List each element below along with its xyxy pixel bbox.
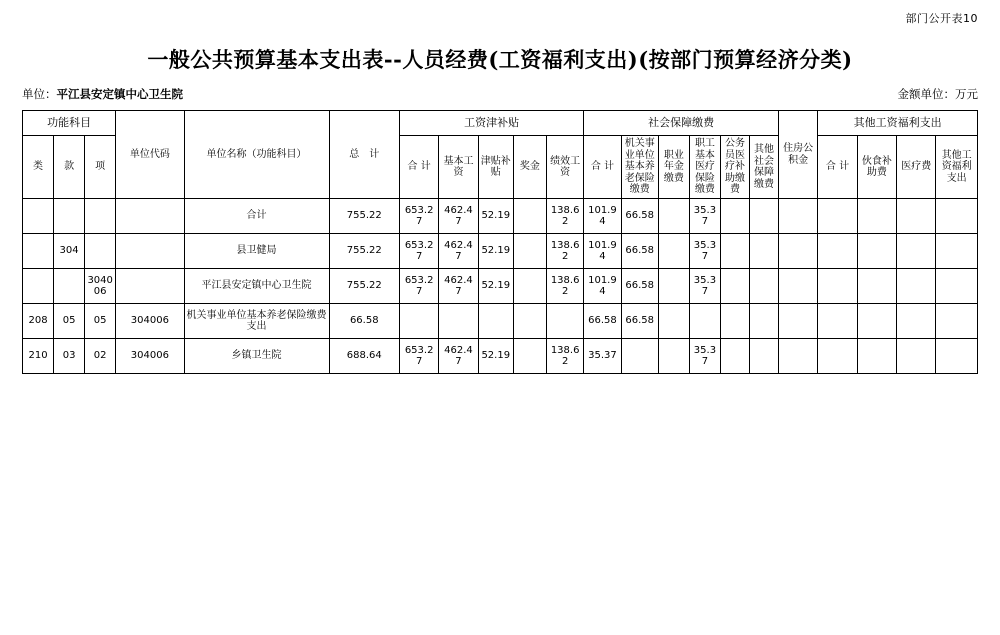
cell-salary-total: 653.27 bbox=[399, 199, 438, 234]
cell-bonus bbox=[513, 234, 546, 269]
cell-other-welfare bbox=[936, 339, 978, 374]
unit-label: 单位： bbox=[22, 87, 57, 101]
cell-medical: 35.37 bbox=[689, 199, 720, 234]
cell-occupational-annuity bbox=[658, 199, 689, 234]
cell-other-social bbox=[749, 269, 778, 304]
cell-salary-total: 653.27 bbox=[399, 269, 438, 304]
cell-medical: 35.37 bbox=[689, 234, 720, 269]
cell-pension: 66.58 bbox=[621, 269, 658, 304]
cell-social-total: 101.94 bbox=[584, 269, 621, 304]
cell-bonus bbox=[513, 269, 546, 304]
header-kuan: 款 bbox=[54, 136, 85, 199]
cell-unit-name: 机关事业单位基本养老保险缴费支出 bbox=[184, 304, 329, 339]
cell-bonus bbox=[513, 199, 546, 234]
cell-meal-subsidy bbox=[857, 304, 896, 339]
cell-performance-salary: 138.62 bbox=[547, 234, 584, 269]
cell-performance-salary: 138.62 bbox=[547, 339, 584, 374]
cell-other-total bbox=[818, 234, 857, 269]
cell-total: 755.22 bbox=[329, 234, 399, 269]
header-civil-medical-subsidy: 公务员医疗补助缴费 bbox=[720, 136, 749, 199]
cell-lei: 210 bbox=[23, 339, 54, 374]
cell-unit-name: 平江县安定镇中心卫生院 bbox=[184, 269, 329, 304]
cell-other-welfare bbox=[936, 199, 978, 234]
cell-medical bbox=[689, 304, 720, 339]
cell-kuan: 304 bbox=[54, 234, 85, 269]
cell-meal-subsidy bbox=[857, 234, 896, 269]
header-performance-salary: 绩效工资 bbox=[547, 136, 584, 199]
cell-kuan bbox=[54, 269, 85, 304]
header-medical-fee: 医疗费 bbox=[897, 136, 936, 199]
cell-performance-salary: 138.62 bbox=[547, 269, 584, 304]
cell-base-salary bbox=[439, 304, 478, 339]
cell-civil-medical-subsidy bbox=[720, 304, 749, 339]
cell-civil-medical-subsidy bbox=[720, 199, 749, 234]
table-row bbox=[23, 304, 978, 339]
header-salary-group: 工资津补贴 bbox=[399, 111, 583, 136]
cell-meal-subsidy bbox=[857, 269, 896, 304]
cell-salary-total bbox=[399, 304, 438, 339]
cell-social-total: 101.94 bbox=[584, 234, 621, 269]
unit-name: 平江县安定镇中心卫生院 bbox=[56, 87, 183, 101]
header-salary-total: 合 计 bbox=[399, 136, 438, 199]
cell-base-salary: 462.47 bbox=[439, 269, 478, 304]
cell-medical-fee bbox=[897, 339, 936, 374]
header-other-social: 其他社会保障缴费 bbox=[749, 136, 778, 199]
header-other-welfare: 其他工资福利支出 bbox=[936, 136, 978, 199]
cell-civil-medical-subsidy bbox=[720, 269, 749, 304]
cell-performance-salary: 138.62 bbox=[547, 199, 584, 234]
cell-civil-medical-subsidy bbox=[720, 339, 749, 374]
cell-occupational-annuity bbox=[658, 269, 689, 304]
cell-medical: 35.37 bbox=[689, 339, 720, 374]
cell-base-salary: 462.47 bbox=[439, 199, 478, 234]
header-social-total: 合 计 bbox=[584, 136, 621, 199]
cell-salary-total: 653.27 bbox=[399, 234, 438, 269]
cell-bonus bbox=[513, 304, 546, 339]
cell-kuan bbox=[54, 199, 85, 234]
cell-medical-fee bbox=[897, 234, 936, 269]
cell-pension: 66.58 bbox=[621, 304, 658, 339]
cell-other-total bbox=[818, 269, 857, 304]
header-total: 总 计 bbox=[329, 111, 399, 199]
table-row bbox=[23, 269, 978, 304]
cell-lei bbox=[23, 199, 54, 234]
cell-unit-code: 304006 bbox=[116, 339, 184, 374]
cell-housing-fund bbox=[779, 339, 818, 374]
cell-housing-fund bbox=[779, 234, 818, 269]
cell-other-social bbox=[749, 234, 778, 269]
cell-medical-fee bbox=[897, 269, 936, 304]
page-marker: 部门公开表10 bbox=[905, 12, 978, 25]
cell-civil-medical-subsidy bbox=[720, 234, 749, 269]
header-occupational-annuity: 职业年金缴费 bbox=[658, 136, 689, 199]
amount-unit: 金额单位：万元 bbox=[897, 87, 978, 101]
cell-occupational-annuity bbox=[658, 234, 689, 269]
cell-other-welfare bbox=[936, 234, 978, 269]
cell-xiang: 05 bbox=[85, 304, 116, 339]
cell-unit-code: 304006 bbox=[116, 304, 184, 339]
cell-occupational-annuity bbox=[658, 339, 689, 374]
cell-medical-fee bbox=[897, 304, 936, 339]
cell-housing-fund bbox=[779, 199, 818, 234]
cell-lei: 208 bbox=[23, 304, 54, 339]
cell-housing-fund bbox=[779, 269, 818, 304]
cell-unit-code bbox=[116, 234, 184, 269]
cell-other-total bbox=[818, 339, 857, 374]
cell-pension: 66.58 bbox=[621, 234, 658, 269]
meta-row bbox=[22, 86, 978, 102]
cell-other-social bbox=[749, 199, 778, 234]
cell-kuan: 05 bbox=[54, 304, 85, 339]
cell-total: 66.58 bbox=[329, 304, 399, 339]
table-body bbox=[23, 199, 978, 374]
cell-social-total: 66.58 bbox=[584, 304, 621, 339]
header-social-group: 社会保障缴费 bbox=[584, 111, 779, 136]
header-pension: 机关事业单位基本养老保险缴费 bbox=[621, 136, 658, 199]
header-unit-name: 单位名称（功能科目） bbox=[184, 111, 329, 199]
cell-xiang: 304006 bbox=[85, 269, 116, 304]
cell-lei bbox=[23, 269, 54, 304]
cell-xiang bbox=[85, 199, 116, 234]
cell-total: 688.64 bbox=[329, 339, 399, 374]
cell-social-total: 35.37 bbox=[584, 339, 621, 374]
budget-table bbox=[22, 110, 978, 374]
table-row bbox=[23, 199, 978, 234]
cell-xiang bbox=[85, 234, 116, 269]
header-other-total: 合 计 bbox=[818, 136, 857, 199]
header-xiang: 项 bbox=[85, 136, 116, 199]
cell-unit-code bbox=[116, 199, 184, 234]
header-allowance: 津贴补贴 bbox=[478, 136, 513, 199]
cell-other-welfare bbox=[936, 304, 978, 339]
cell-allowance: 52.19 bbox=[478, 269, 513, 304]
cell-other-social bbox=[749, 339, 778, 374]
header-medical: 职工基本医疗保险缴费 bbox=[689, 136, 720, 199]
cell-lei bbox=[23, 234, 54, 269]
header-housing-fund: 住房公积金 bbox=[779, 111, 818, 199]
header-other-group: 其他工资福利支出 bbox=[818, 111, 978, 136]
cell-allowance: 52.19 bbox=[478, 339, 513, 374]
header-base-salary: 基本工资 bbox=[439, 136, 478, 199]
table-row bbox=[23, 339, 978, 374]
cell-other-welfare bbox=[936, 269, 978, 304]
unit-info bbox=[22, 86, 183, 102]
cell-other-total bbox=[818, 199, 857, 234]
cell-performance-salary bbox=[547, 304, 584, 339]
cell-social-total: 101.94 bbox=[584, 199, 621, 234]
cell-base-salary: 462.47 bbox=[439, 234, 478, 269]
cell-occupational-annuity bbox=[658, 304, 689, 339]
cell-total: 755.22 bbox=[329, 269, 399, 304]
cell-other-total bbox=[818, 304, 857, 339]
page-title: 一般公共预算基本支出表--人员经费(工资福利支出)(按部门预算经济分类) bbox=[147, 47, 853, 72]
header-unit-code: 单位代码 bbox=[116, 111, 184, 199]
cell-kuan: 03 bbox=[54, 339, 85, 374]
cell-unit-code bbox=[116, 269, 184, 304]
cell-other-social bbox=[749, 304, 778, 339]
cell-unit-name: 合计 bbox=[184, 199, 329, 234]
cell-pension bbox=[621, 339, 658, 374]
cell-pension: 66.58 bbox=[621, 199, 658, 234]
header-meal-subsidy: 伙食补助费 bbox=[857, 136, 896, 199]
cell-unit-name: 县卫健局 bbox=[184, 234, 329, 269]
cell-unit-name: 乡镇卫生院 bbox=[184, 339, 329, 374]
header-lei: 类 bbox=[23, 136, 54, 199]
cell-allowance: 52.19 bbox=[478, 199, 513, 234]
cell-total: 755.22 bbox=[329, 199, 399, 234]
cell-medical: 35.37 bbox=[689, 269, 720, 304]
cell-housing-fund bbox=[779, 304, 818, 339]
cell-allowance bbox=[478, 304, 513, 339]
cell-meal-subsidy bbox=[857, 199, 896, 234]
cell-meal-subsidy bbox=[857, 339, 896, 374]
table-row bbox=[23, 234, 978, 269]
cell-xiang: 02 bbox=[85, 339, 116, 374]
header-function-subject: 功能科目 bbox=[23, 111, 116, 136]
cell-salary-total: 653.27 bbox=[399, 339, 438, 374]
cell-bonus bbox=[513, 339, 546, 374]
cell-medical-fee bbox=[897, 199, 936, 234]
header-bonus: 奖金 bbox=[513, 136, 546, 199]
cell-base-salary: 462.47 bbox=[439, 339, 478, 374]
cell-allowance: 52.19 bbox=[478, 234, 513, 269]
